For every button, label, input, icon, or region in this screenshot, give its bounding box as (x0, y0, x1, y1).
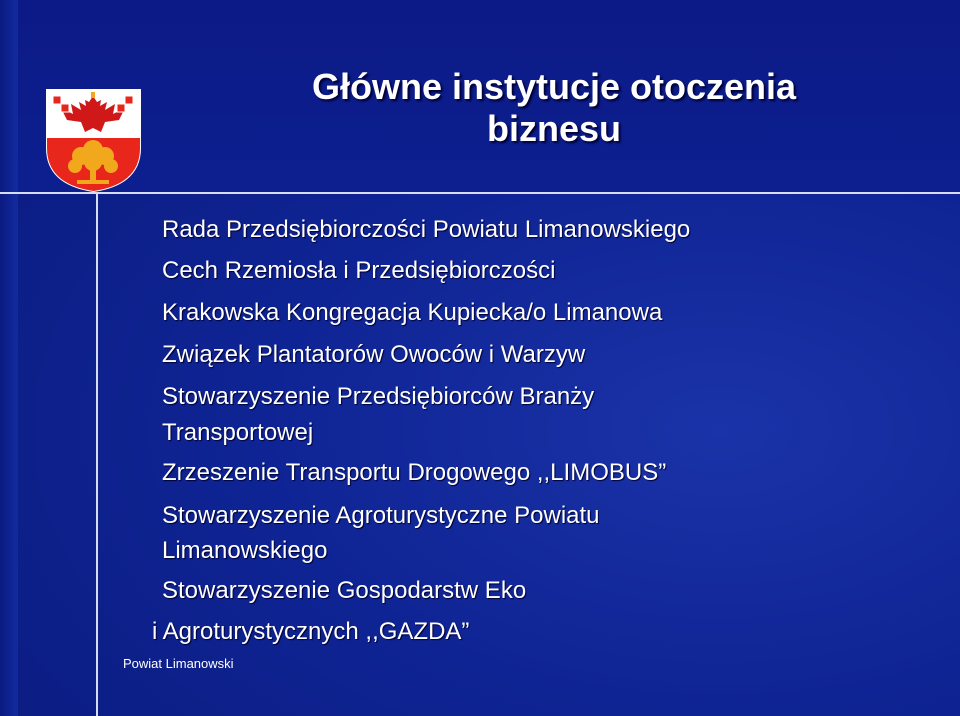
footer-text: Powiat Limanowski (123, 656, 234, 671)
list-item: Zrzeszenie Transportu Drogowego ,,LIMOBUS” (162, 459, 667, 486)
list-item: Rada Przedsiębiorczości Powiatu Limanowskiego (162, 216, 691, 243)
coat-of-arms-icon (45, 88, 142, 193)
list-item: Stowarzyszenie Przedsiębiorców Branży (162, 383, 595, 410)
left-edge (0, 0, 18, 716)
page-title (214, 66, 894, 150)
list-item-continuation: Limanowskiego (162, 537, 328, 564)
list-item: Stowarzyszenie Gospodarstw Eko (162, 577, 527, 604)
list-item: Cech Rzemiosła i Przedsiębiorczości (162, 257, 556, 284)
list-item-continuation: i Agroturystycznych ,,GAZDA” (152, 618, 470, 645)
list-item: Stowarzyszenie Agroturystyczne Powiatu (162, 502, 600, 529)
title-line-2: biznesu (486, 108, 621, 149)
vertical-divider (96, 193, 98, 716)
list-item-continuation: Transportowej (162, 419, 314, 446)
title-line-1: Główne instytucje otoczenia (311, 66, 797, 107)
list-item: Związek Plantatorów Owoców i Warzyw (162, 341, 586, 368)
list-item: Krakowska Kongregacja Kupiecka/o Limanowa (162, 299, 663, 326)
horizontal-divider (0, 192, 960, 194)
